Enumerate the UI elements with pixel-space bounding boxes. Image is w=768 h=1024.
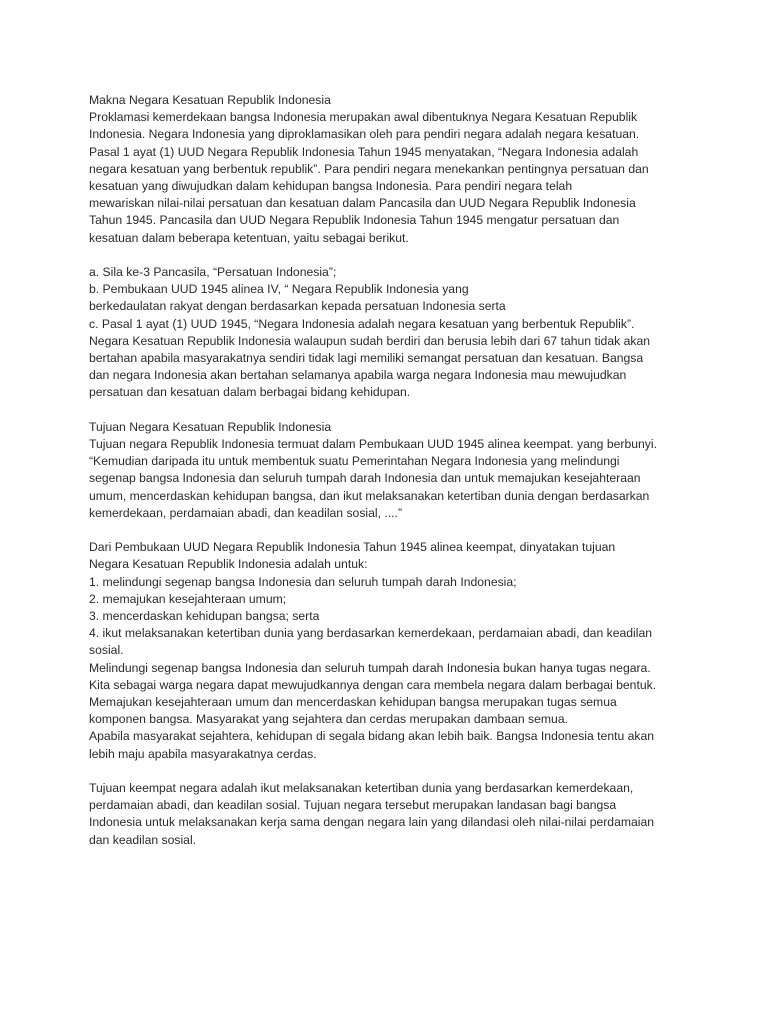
section-ketentuan (89, 264, 689, 402)
section-heading-tujuan: Tujuan Negara Kesatuan Republik Indonesia (89, 419, 332, 434)
paragraph-line: bertahan apabila masyarakatnya sendiri tidak lagi memiliki semangat persatuan dan kesatuan. Bangsa (89, 351, 644, 366)
list-item: a. Sila ke-3 Pancasila, “Persatuan Indonesia”; (89, 265, 337, 280)
paragraph-line: dan keadilan sosial. (89, 832, 197, 847)
list-item: 3. mencerdaskan kehidupan bangsa; serta (89, 609, 320, 624)
paragraph-gap (89, 763, 689, 780)
paragraph-line: Dari Pembukaan UUD Negara Republik Indonesia Tahun 1945 alinea keempat, dinyatakan tujuan (89, 540, 616, 555)
paragraph-gap (89, 247, 689, 264)
paragraph-line: Proklamasi kemerdekaan bangsa Indonesia merupakan awal dibentuknya Negara Kesatuan Republik (89, 110, 638, 125)
paragraph-line: negara kesatuan yang berbentuk republik”. Para pendiri negara menekankan pentingnya persatuan dan (89, 161, 649, 176)
paragraph-line: Tujuan keempat negara adalah ikut melaksanakan ketertiban dunia yang berdasarkan kemerdekaan, (89, 781, 634, 796)
list-item: c. Pasal 1 ayat (1) UUD 1945, “Negara Indonesia adalah negara kesatuan yang berbentuk Republik”. (89, 316, 635, 331)
paragraph-line: Indonesia. Negara Indonesia yang diproklamasikan oleh para pendiri negara adalah negara kesatuan. (89, 127, 640, 142)
section-heading-makna: Makna Negara Kesatuan Republik Indonesia (89, 93, 331, 107)
paragraph-line: Melindungi segenap bangsa Indonesia dan seluruh tumpah darah Indonesia bukan hanya tugas negara. (89, 660, 651, 675)
list-item: sosial. (89, 643, 124, 658)
paragraph-line: persatuan dan kesatuan dalam berbagai bidang kehidupan. (89, 385, 411, 400)
paragraph-line: Memajukan kesejahteraan umum dan mencerdaskan kehidupan bangsa merupakan tugas semua (89, 695, 617, 710)
list-item: 2. memajukan kesejahteraan umum; (89, 591, 287, 606)
paragraph-line: komponen bangsa. Masyarakat yang sejahtera dan cerdas merupakan dambaan semua. (89, 712, 568, 727)
list-item: b. Pembukaan UUD 1945 alinea IV, “ Negara Republik Indonesia yang (89, 282, 469, 297)
section-tujuan-keempat (89, 780, 689, 849)
section-tujuan (89, 419, 689, 522)
quote-line: umum, mencerdaskan kehidupan bangsa, dan ikut melaksanakan ketertiban dunia dengan berdasarkan (89, 488, 650, 503)
paragraph-line: Apabila masyarakat sejahtera, kehidupan di segala bidang akan lebih baik. Bangsa Indonesia tentu akan (89, 729, 655, 744)
paragraph-line: Negara Kesatuan Republik Indonesia adalah untuk: (89, 557, 368, 572)
paragraph-line: dan negara Indonesia akan bertahan selamanya apabila warga negara Indonesia mau mewujudkan (89, 368, 627, 383)
paragraph-line: Tujuan negara Republik Indonesia termuat dalam Pembukaan UUD 1945 alinea keempat. yang berbunyi. (89, 437, 657, 452)
paragraph-line: Tahun 1945. Pancasila dan UUD Negara Republik Indonesia Tahun 1945 mengatur persatuan dan (89, 213, 620, 228)
paragraph-line: Kita sebagai warga negara dapat mewujudkannya dengan cara membela negara dalam berbagai bentuk. (89, 677, 657, 692)
list-item: 1. melindungi segenap bangsa Indonesia dan seluruh tumpah darah Indonesia; (89, 574, 517, 589)
list-item: 4. ikut melaksanakan ketertiban dunia yang berdasarkan kemerdekaan, perdamaian abadi, dan keadilan (89, 626, 653, 641)
quote-line: kemerdekaan, perdamaian abadi, dan keadilan sosial, ....” (89, 505, 403, 520)
paragraph-line: mewariskan nilai-nilai persatuan dan kesatuan dalam Pancasila dan UUD Negara Republik Indonesia (89, 196, 636, 211)
paragraph-line: Pasal 1 ayat (1) UUD Negara Republik Indonesia Tahun 1945 menyatakan, “Negara Indonesia adalah (89, 144, 639, 159)
quote-line: segenap bangsa Indonesia dan seluruh tumpah darah Indonesia dan untuk memajukan kesejahteraan (89, 471, 641, 486)
paragraph-gap (89, 522, 689, 539)
document-page (89, 92, 689, 849)
list-item: berkedaulatan rakyat dengan berdasarkan kepada persatuan Indonesia serta (89, 299, 506, 314)
paragraph-line: perdamaian abadi, dan keadilan sosial. Tujuan negara tersebut merupakan landasan bagi bangsa (89, 798, 617, 813)
quote-line: “Kemudian daripada itu untuk membentuk suatu Pemerintahan Negara Indonesia yang melindungi (89, 454, 620, 469)
section-tujuan-list (89, 539, 689, 763)
section-makna (89, 92, 689, 247)
paragraph-line: lebih maju apabila masyarakatnya cerdas. (89, 746, 317, 761)
paragraph-line: Indonesia untuk melaksanakan kerja sama dengan negara lain yang dilandasi oleh nilai-nilai perdamaian (89, 815, 655, 830)
paragraph-line: Negara Kesatuan Republik Indonesia walaupun sudah berdiri dan berusia lebih dari 67 tahun tidak akan (89, 333, 651, 348)
paragraph-gap (89, 402, 689, 419)
paragraph-line: kesatuan yang diwujudkan dalam kehidupan bangsa Indonesia. Para pendiri negara telah (89, 179, 573, 194)
paragraph-line: kesatuan dalam beberapa ketentuan, yaitu sebagai berikut. (89, 230, 409, 245)
